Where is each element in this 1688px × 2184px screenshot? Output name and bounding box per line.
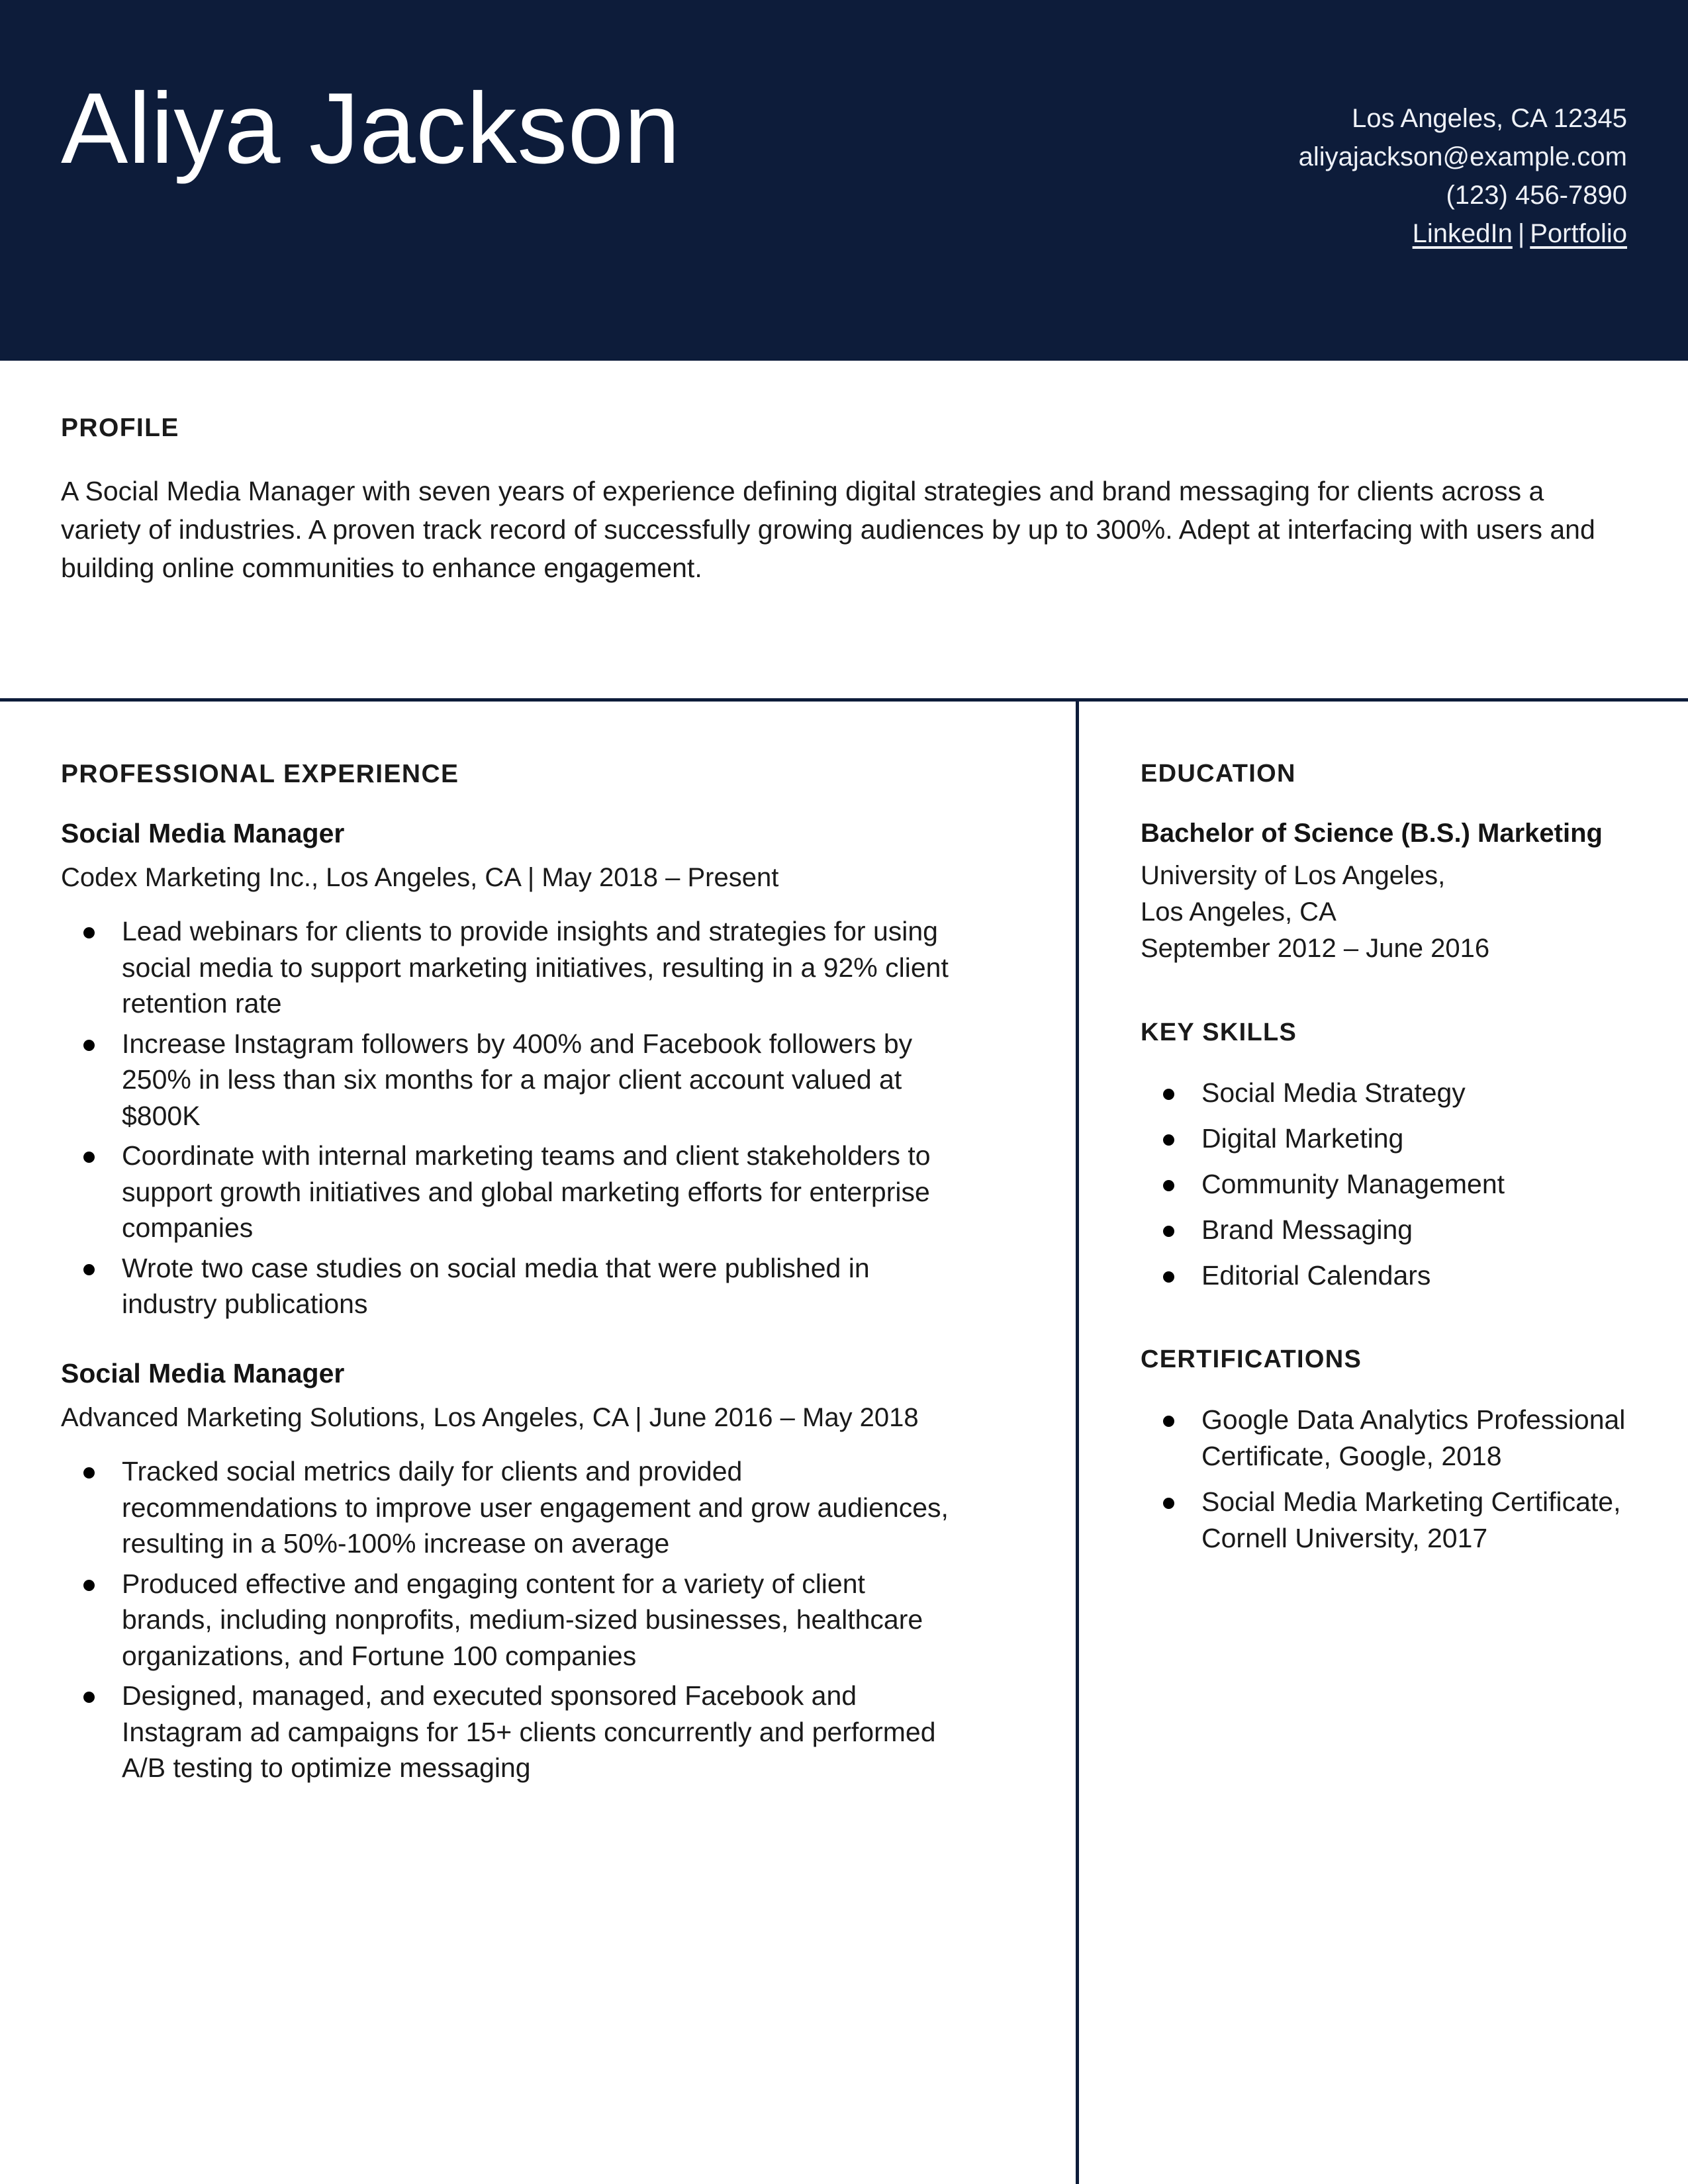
list-item: Social Media Strategy xyxy=(1141,1075,1642,1111)
list-item: Editorial Calendars xyxy=(1141,1257,1642,1294)
list-item: Tracked social metrics daily for clients and provided recommendations to improve user engagement and grow audiences, resulting in a 50%-100% increase on average xyxy=(61,1453,957,1562)
contact-links xyxy=(1299,214,1627,253)
name-block xyxy=(0,0,680,185)
degree-name: Bachelor of Science (B.S.) Marketing xyxy=(1141,819,1603,848)
body-columns xyxy=(0,702,1688,2184)
list-item: Lead webinars for clients to provide insights and strategies for using social media to support marketing initiatives, resulting in a 92% client retention rate xyxy=(61,913,957,1022)
job-entry xyxy=(61,1358,957,1786)
job-bullets xyxy=(61,913,957,1322)
list-item: Produced effective and engaging content for a variety of client brands, including nonprofits, medium-sized businesses, healthcare organizations, and Fortune 100 companies xyxy=(61,1566,957,1674)
education-dates: September 2012 – June 2016 xyxy=(1141,934,1490,964)
certifications-section xyxy=(1141,1345,1642,1557)
contact-phone: (123) 456-7890 xyxy=(1446,181,1627,210)
profile-heading: PROFILE xyxy=(61,414,179,442)
list-item: Community Management xyxy=(1141,1166,1642,1203)
certifications-heading: CERTIFICATIONS xyxy=(1141,1345,1362,1374)
education-heading: EDUCATION xyxy=(1141,760,1296,788)
resume-header xyxy=(0,0,1688,361)
experience-column xyxy=(0,702,1076,2184)
list-item: Coordinate with internal marketing teams and client stakeholders to support growth initiatives and global marketing efforts for enterprise companies xyxy=(61,1138,957,1246)
profile-text: A Social Media Manager with seven years of experience defining digital strategies and brand messaging for clients across a variety of industries. A proven track record of successfully growing audiences by up to 300%. Adept at interfacing with users and building online communities to enhance engagement. xyxy=(61,476,1595,584)
key-skills-list xyxy=(1141,1075,1642,1294)
linkedin-link[interactable]: LinkedIn xyxy=(1412,219,1513,248)
profile-section xyxy=(0,361,1688,702)
list-item: Wrote two case studies on social media that were published in industry publications xyxy=(61,1250,957,1322)
experience-heading: PROFESSIONAL EXPERIENCE xyxy=(61,760,459,788)
job-title: Social Media Manager xyxy=(61,818,345,848)
job-entry xyxy=(61,818,957,1322)
institution-name: University of Los Angeles, xyxy=(1141,860,1446,890)
list-item: Digital Marketing xyxy=(1141,1120,1642,1157)
job-meta: Codex Marketing Inc., Los Angeles, CA | May 2018 – Present xyxy=(61,863,779,892)
education-section xyxy=(1141,760,1642,967)
list-item: Social Media Marketing Certificate, Cornell University, 2017 xyxy=(1141,1484,1642,1557)
sidebar-column xyxy=(1076,702,1688,2184)
job-bullets xyxy=(61,1453,957,1786)
contact-email[interactable]: aliyajackson@example.com xyxy=(1298,142,1627,171)
certifications-list xyxy=(1141,1402,1642,1557)
link-separator: | xyxy=(1517,219,1525,248)
portfolio-link[interactable]: Portfolio xyxy=(1530,219,1627,248)
contact-location: Los Angeles, CA 12345 xyxy=(1352,104,1627,133)
job-meta: Advanced Marketing Solutions, Los Angeles, CA | June 2016 – May 2018 xyxy=(61,1402,919,1432)
institution-location: Los Angeles, CA xyxy=(1141,897,1336,927)
list-item: Increase Instagram followers by 400% and Facebook followers by 250% in less than six months for a major client account valued at $800K xyxy=(61,1026,957,1134)
list-item: Designed, managed, and executed sponsored Facebook and Instagram ad campaigns for 15+ clients concurrently and performed A/B testing to optimize messaging xyxy=(61,1678,957,1786)
list-item: Google Data Analytics Professional Certificate, Google, 2018 xyxy=(1141,1402,1642,1475)
job-title: Social Media Manager xyxy=(61,1357,345,1388)
contact-block xyxy=(1299,0,1688,253)
column-divider-vertical xyxy=(1076,702,1079,2184)
page-title: Aliya Jackson xyxy=(61,72,680,185)
key-skills-section xyxy=(1141,1019,1642,1294)
list-item: Brand Messaging xyxy=(1141,1212,1642,1248)
key-skills-heading: KEY SKILLS xyxy=(1141,1019,1297,1047)
